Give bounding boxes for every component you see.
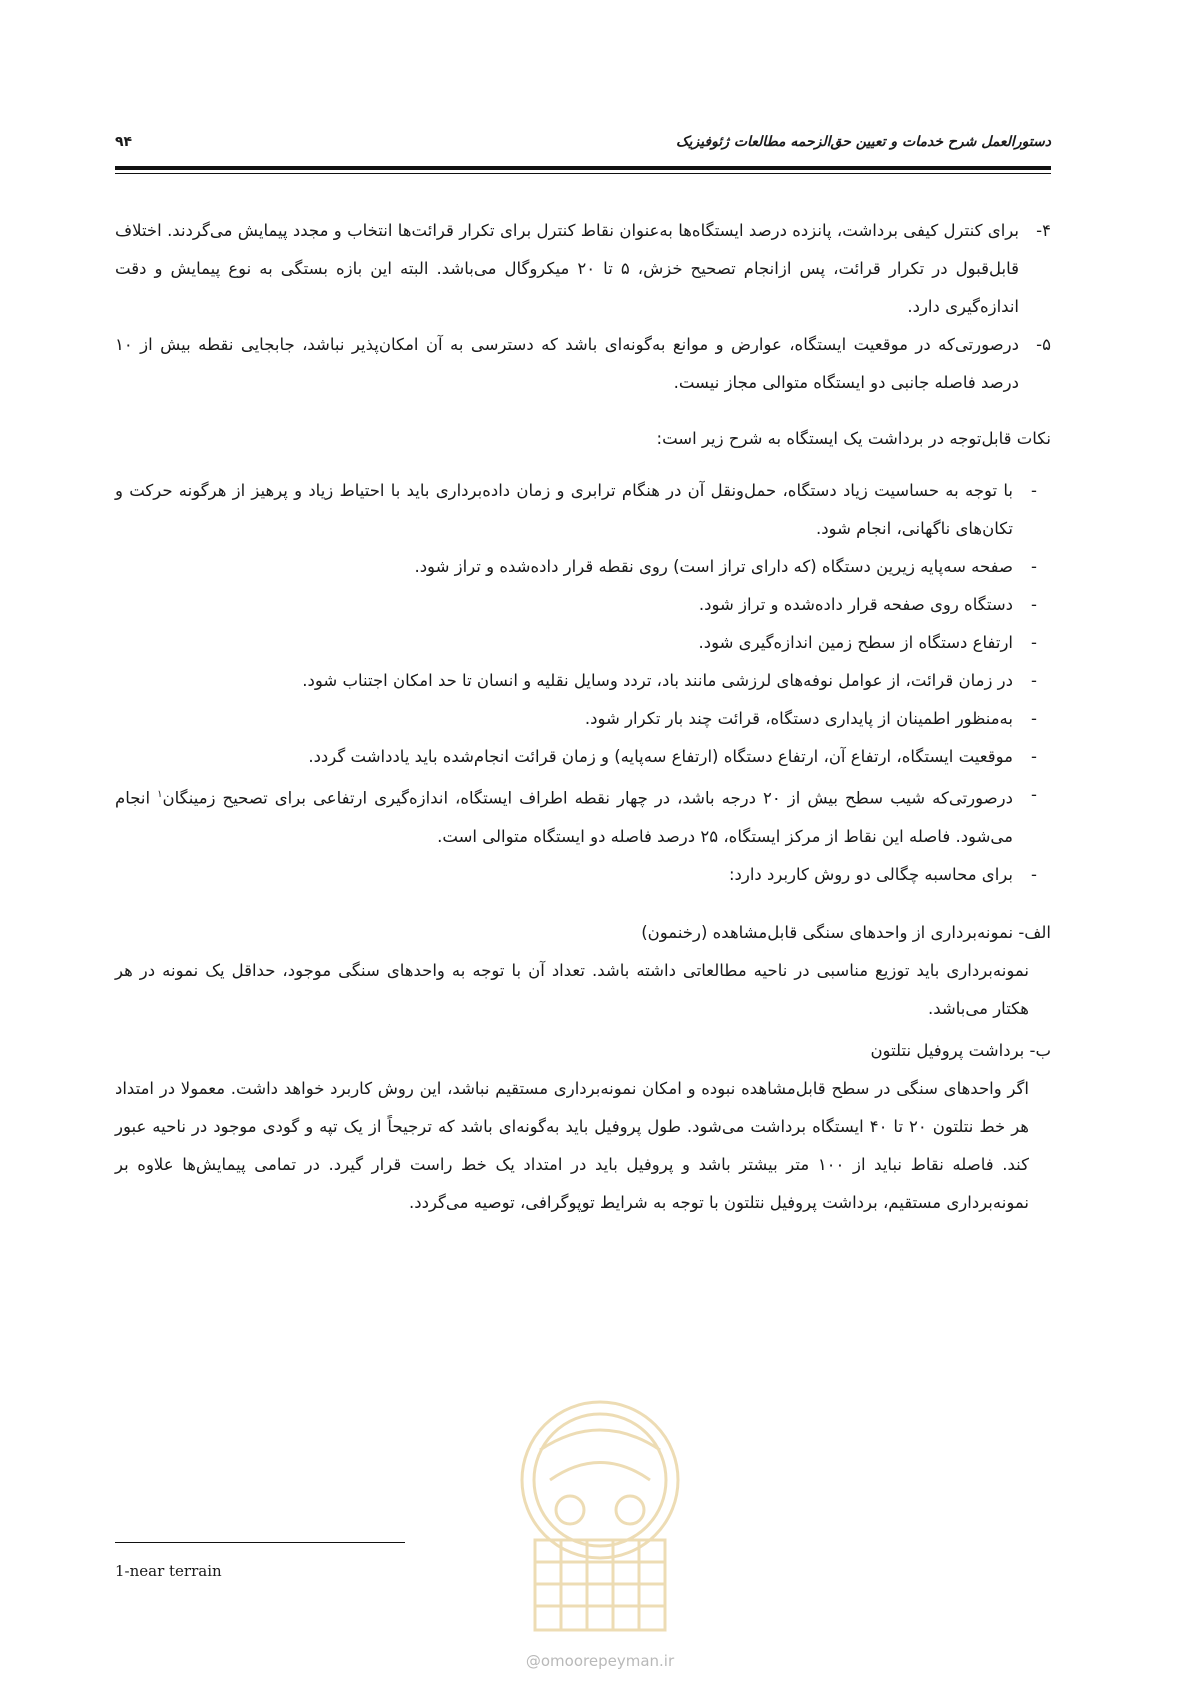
- running-title: دستورالعمل شرح خدمات و تعیین حق‌الزحمه مطالعات ژئوفیزیک: [676, 134, 1051, 150]
- item-number: ۵-: [1036, 335, 1051, 354]
- header-rule-thin: [115, 173, 1051, 174]
- list-item-slope: [115, 776, 1051, 856]
- list-item: [115, 662, 1051, 700]
- page-number: ۹۴: [115, 134, 133, 150]
- list-dash: -: [1031, 557, 1037, 576]
- body-text: [115, 212, 1051, 1222]
- list-item: [115, 586, 1051, 624]
- watermark-url: @omoorepeyman.ir: [525, 1652, 675, 1670]
- item-text: درصورتی‌که در موقعیت ایستگاه، عوارض و موانع به‌گونه‌ای باشد که دسترسی به آن امکان‌پذیر نباشد، جابجایی نقطه بیش از ۱۰ درصد فاصله جانبی دو ایستگاه متوالی مجاز نیست.: [115, 335, 1019, 392]
- section-b-heading: ب- برداشت پروفیل نتلتون: [870, 1040, 1051, 1060]
- list-item-text: موقعیت ایستگاه، ارتفاع آن، ارتفاع دستگاه (ارتفاع سه‌پایه) و زمان قرائت انجام‌شده باید یادداشت گردد.: [308, 747, 1013, 766]
- watermark-seal-icon: [480, 1390, 720, 1640]
- notes-list: [115, 472, 1051, 894]
- list-dash: -: [1031, 709, 1037, 728]
- item-number: ۴-: [1036, 221, 1051, 240]
- list-item-text: ارتفاع دستگاه از سطح زمین اندازه‌گیری شود.: [698, 633, 1013, 652]
- footnote-marker: ۱: [157, 789, 163, 800]
- list-dash: -: [1031, 747, 1037, 766]
- section-a-body: نمونه‌برداری باید توزیع مناسبی در ناحیه مطالعاتی داشته باشد. تعداد آن با توجه به واحدهای سنگی موجود، حداقل یک نمونه در هر هکتار می‌باشد.: [115, 960, 1029, 1018]
- section-a-heading: الف- نمونه‌برداری از واحدهای سنگی قابل‌مشاهده (رخنمون): [641, 922, 1051, 942]
- header-rule-thick: [115, 166, 1051, 170]
- list-dash: -: [1031, 595, 1037, 614]
- numbered-item-5: [115, 326, 1051, 402]
- list-item-text: دستگاه روی صفحه قرار داده‌شده و تراز شود.: [698, 595, 1013, 614]
- list-item: [115, 548, 1051, 586]
- list-item: [115, 624, 1051, 662]
- list-item: [115, 472, 1051, 548]
- list-item-text-cont: انجام می‌شود. فاصله این نقاط از مرکز ایستگاه، ۲۵ درصد فاصله دو ایستگاه متوالی است.: [115, 788, 1013, 846]
- intro-paragraph: نکات قابل‌توجه در برداشت یک ایستگاه به شرح زیر است:: [656, 429, 1051, 448]
- list-dash: -: [1031, 633, 1037, 652]
- page-header: [115, 128, 1051, 164]
- numbered-item-4: [115, 212, 1051, 326]
- footnote: 1-near terrain: [115, 1562, 222, 1580]
- list-dash: -: [1031, 671, 1037, 690]
- list-item: [115, 700, 1051, 738]
- list-item-text: درصورتی‌که شیب سطح بیش از ۲۰ درجه باشد، در چهار نقطه اطراف ایستگاه، اندازه‌گیری ارتفاعی برای تصحیح زمینگان: [162, 788, 1013, 808]
- list-item-text: برای محاسبه چگالی دو روش کاربرد دارد:: [728, 864, 1013, 884]
- list-item-text: در زمان قرائت، از عوامل نوفه‌های لرزشی مانند باد، تردد وسایل نقلیه و انسان تا حد امکان اجتناب شود.: [302, 671, 1013, 690]
- list-item: [115, 738, 1051, 776]
- list-dash: -: [1031, 481, 1037, 500]
- list-item-text: صفحه سه‌پایه زیرین دستگاه (که دارای تراز است) روی نقطه قرار داده‌شده و تراز شود.: [414, 557, 1013, 576]
- list-item: [115, 856, 1051, 894]
- list-dash: -: [1031, 785, 1037, 804]
- item-text: برای کنترل کیفی برداشت، پانزده درصد ایستگاه‌ها به‌عنوان نقاط کنترل برای تکرار قرائت‌ها انتخاب و مجدد پیمایش می‌گردند. اختلاف قابل‌قبول در تکرار قرائت، پس ازانجام تصحیح خزش، ۵ تا ۲۰ میکروگال می‌باشد. البته این بازه بستگی به نوع پیمایش و دقت اندازه‌گیری دارد.: [115, 221, 1019, 316]
- footnote-rule: [115, 1542, 405, 1543]
- list-dash: -: [1031, 864, 1037, 884]
- list-item-text: با توجه به حساسیت زیاد دستگاه، حمل‌ونقل آن در هنگام ترابری و زمان داده‌برداری باید با احتیاط زیاد و پرهیز از هرگونه حرکت و تکان‌های ناگهانی، انجام شود.: [115, 481, 1013, 538]
- section-b-body: اگر واحدهای سنگی در سطح قابل‌مشاهده نبوده و امکان نمونه‌برداری مستقیم نباشد، این روش کاربرد خواهد داشت. معمولا در امتداد هر خط نتلتون ۲۰ تا ۴۰ ایستگاه برداشت می‌شود. طول پروفیل باید به‌گونه‌ای باشد که ترجیحاً از یک تپه و گودی موجود در ناحیه عبور کند. فاصله نقاط نباید از ۱۰۰ متر بیشتر باشد و پروفیل باید در امتداد یک خط راست قرار گیرد. در تمامی پیمایش‌ها علاوه بر نمونه‌برداری مستقیم، برداشت پروفیل نتلتون با توجه به شرایط توپوگرافی، توصیه می‌گردد.: [115, 1078, 1030, 1212]
- list-item-text: به‌منظور اطمینان از پایداری دستگاه، قرائت چند بار تکرار شود.: [584, 709, 1013, 728]
